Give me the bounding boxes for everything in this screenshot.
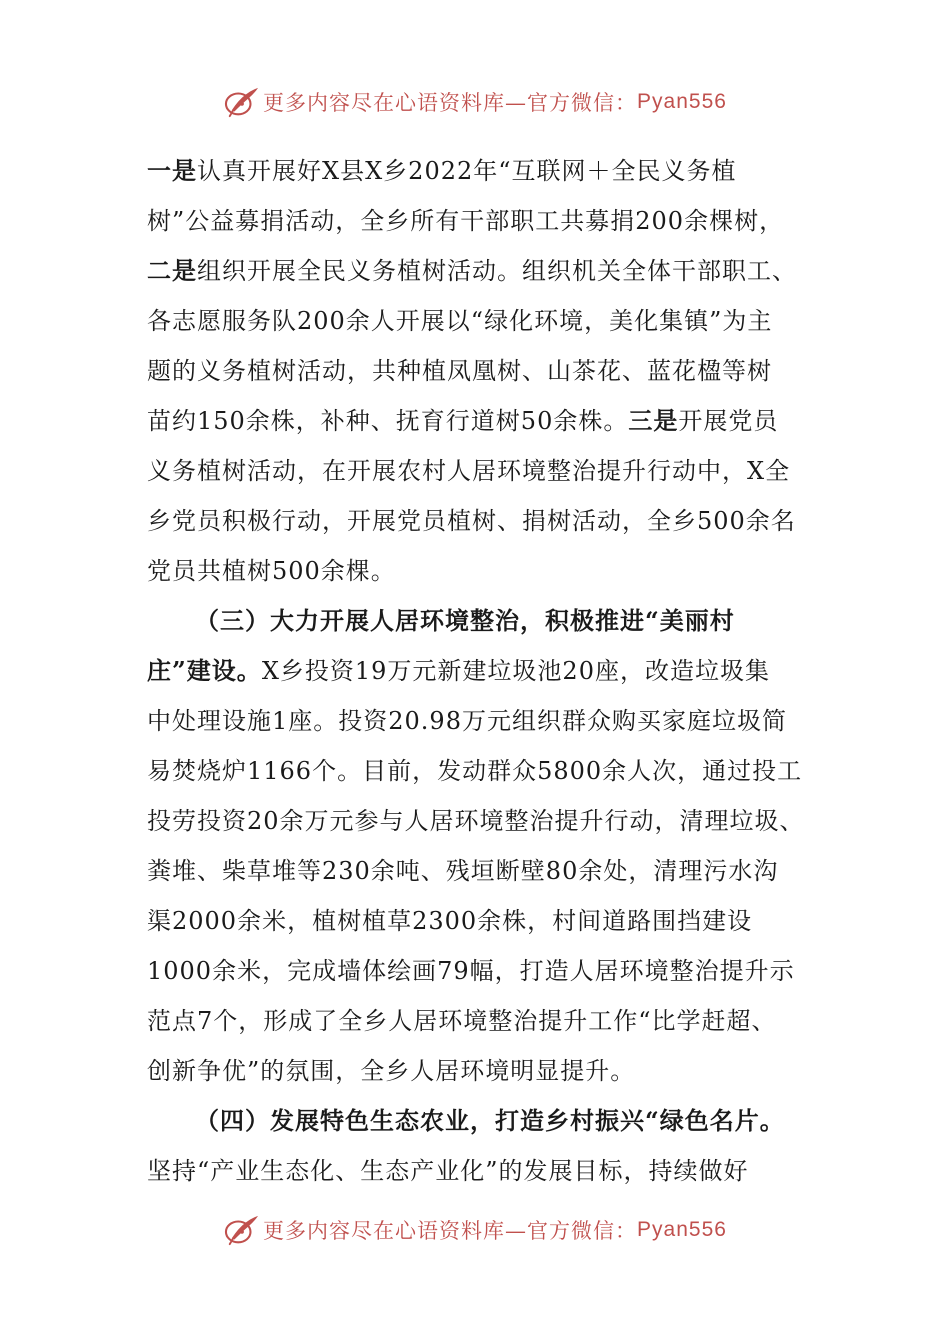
text-line <box>147 796 807 846</box>
text-run: 粪堆、柴草堆等230余吨、残垣断壁80余处，清理污水沟 <box>147 857 779 885</box>
watermark-text: 更多内容尽在心语资料库—官方微信： <box>263 91 638 115</box>
text-run: 认真开展好X县X乡2022年“互联网＋全民义务植 <box>197 157 737 185</box>
text-run: 易焚烧炉1166个。目前，发动群众5800余人次，通过投工 <box>147 757 803 785</box>
watermark-account: Pyan556 <box>637 1218 727 1241</box>
text-line <box>147 996 807 1046</box>
text-run: 创新争优”的氛围，全乡人居环境明显提升。 <box>147 1057 636 1085</box>
text-line <box>147 396 807 446</box>
pen-logo-icon <box>223 1213 261 1247</box>
text-run: 1000余米，完成墙体绘画79幅，打造人居环境整治提升示 <box>147 957 795 985</box>
text-line <box>147 1096 807 1146</box>
text-run: 各志愿服务队200余人开展以“绿化环境，美化集镇”为主 <box>147 307 773 335</box>
text-run: 渠2000余米，植树植草2300余株，村间道路围挡建设 <box>147 907 753 935</box>
text-line <box>147 946 807 996</box>
bold-run: 庄”建设。 <box>147 656 262 685</box>
text-line <box>147 646 807 696</box>
text-line <box>147 1146 807 1196</box>
text-run: 坚持“产业生态化、生态产业化”的发展目标，持续做好 <box>147 1157 749 1185</box>
bold-run: 一是 <box>147 156 197 185</box>
text-line <box>147 596 807 646</box>
text-line <box>147 1046 807 1096</box>
text-run: 党员共植树500余棵。 <box>147 557 396 585</box>
text-line <box>147 346 807 396</box>
text-line <box>147 846 807 896</box>
text-line <box>147 746 807 796</box>
text-line <box>147 896 807 946</box>
text-line <box>147 196 807 246</box>
text-run: X乡投资19万元新建垃圾池20座，改造垃圾集 <box>261 657 770 685</box>
bold-run: 三是 <box>628 406 679 435</box>
text-run: 范点7个，形成了全乡人居环境整治提升工作“比学赶超、 <box>147 1007 777 1035</box>
text-line <box>147 496 807 546</box>
text-run: 开展党员 <box>678 407 779 435</box>
footer-watermark <box>0 1208 950 1252</box>
text-run: 树”公益募捐活动，全乡所有干部职工共募捐200余棵树， <box>147 207 785 235</box>
text-line <box>147 546 807 596</box>
text-run: 组织开展全民义务植树活动。组织机关全体干部职工、 <box>197 257 797 285</box>
watermark-account: Pyan556 <box>637 90 727 113</box>
text-run: 中处理设施1座。投资20.98万元组织群众购买家庭垃圾简 <box>147 707 787 735</box>
text-line <box>147 696 807 746</box>
pen-logo-icon <box>223 85 261 119</box>
bold-run: （三）大力开展人居环境整治，积极推进“美丽村 <box>195 606 735 635</box>
bold-run: 二是 <box>147 256 197 285</box>
text-run: 乡党员积极行动，开展党员植树、捐树活动，全乡500余名 <box>147 507 796 535</box>
watermark-text: 更多内容尽在心语资料库—官方微信： <box>263 1219 638 1243</box>
text-line <box>147 246 807 296</box>
text-line <box>147 446 807 496</box>
text-run: 投劳投资20余万元参与人居环境整治提升行动，清理垃圾、 <box>147 807 805 835</box>
header-watermark <box>0 80 950 124</box>
text-run: 义务植树活动，在开展农村人居环境整治提升行动中，X全 <box>147 457 791 485</box>
document-body <box>147 146 807 1196</box>
bold-run: （四）发展特色生态农业，打造乡村振兴“绿色名片。 <box>195 1106 785 1135</box>
text-line <box>147 146 807 196</box>
text-run: 题的义务植树活动，共种植凤凰树、山茶花、蓝花楹等树 <box>147 357 772 385</box>
text-line <box>147 296 807 346</box>
text-run: 苗约150余株，补种、抚育行道树50余株。 <box>147 407 629 435</box>
